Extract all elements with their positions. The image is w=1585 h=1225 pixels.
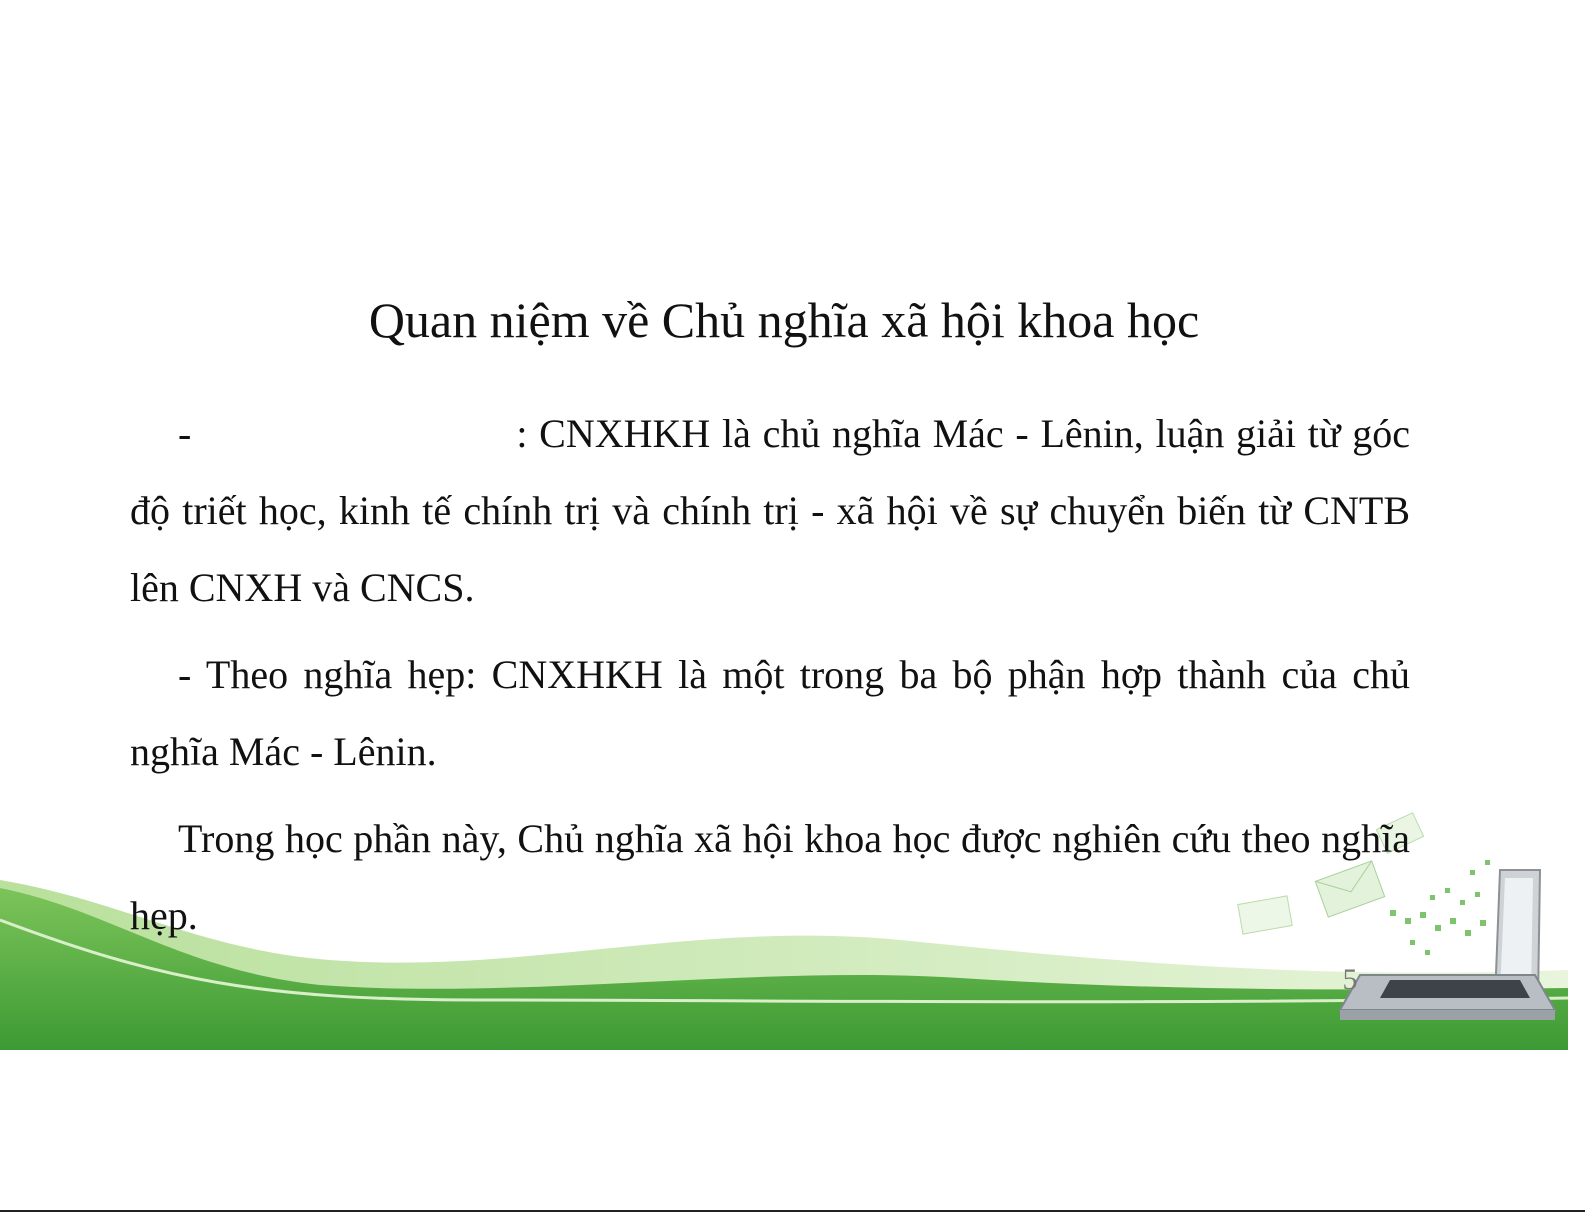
paragraph-scope: Trong học phần này, Chủ nghĩa xã hội khoa học được nghiên cứu theo nghĩa hẹp. [130, 816, 1410, 938]
paragraph-bullet: - [178, 411, 192, 456]
slide-title: Quan niệm về Chủ nghĩa xã hội khoa học [368, 292, 1200, 348]
paragraph-definition-narrow: - Theo nghĩa hẹp: CNXHKH là một trong ba bộ phận hợp thành của chủ nghĩa Mác - Lênin. [130, 652, 1410, 774]
bottom-divider [0, 1210, 1585, 1212]
paragraph-definition-broad [130, 395, 1410, 626]
paragraph-text: : CNXHKH là chủ nghĩa Mác - Lênin, luận giải từ góc độ triết học, kinh tế chính trị và chính trị - xã hội về sự chuyển biến từ CNTB lên CNXH và CNCS. [130, 411, 1410, 610]
page-number: 5 [1342, 963, 1358, 996]
